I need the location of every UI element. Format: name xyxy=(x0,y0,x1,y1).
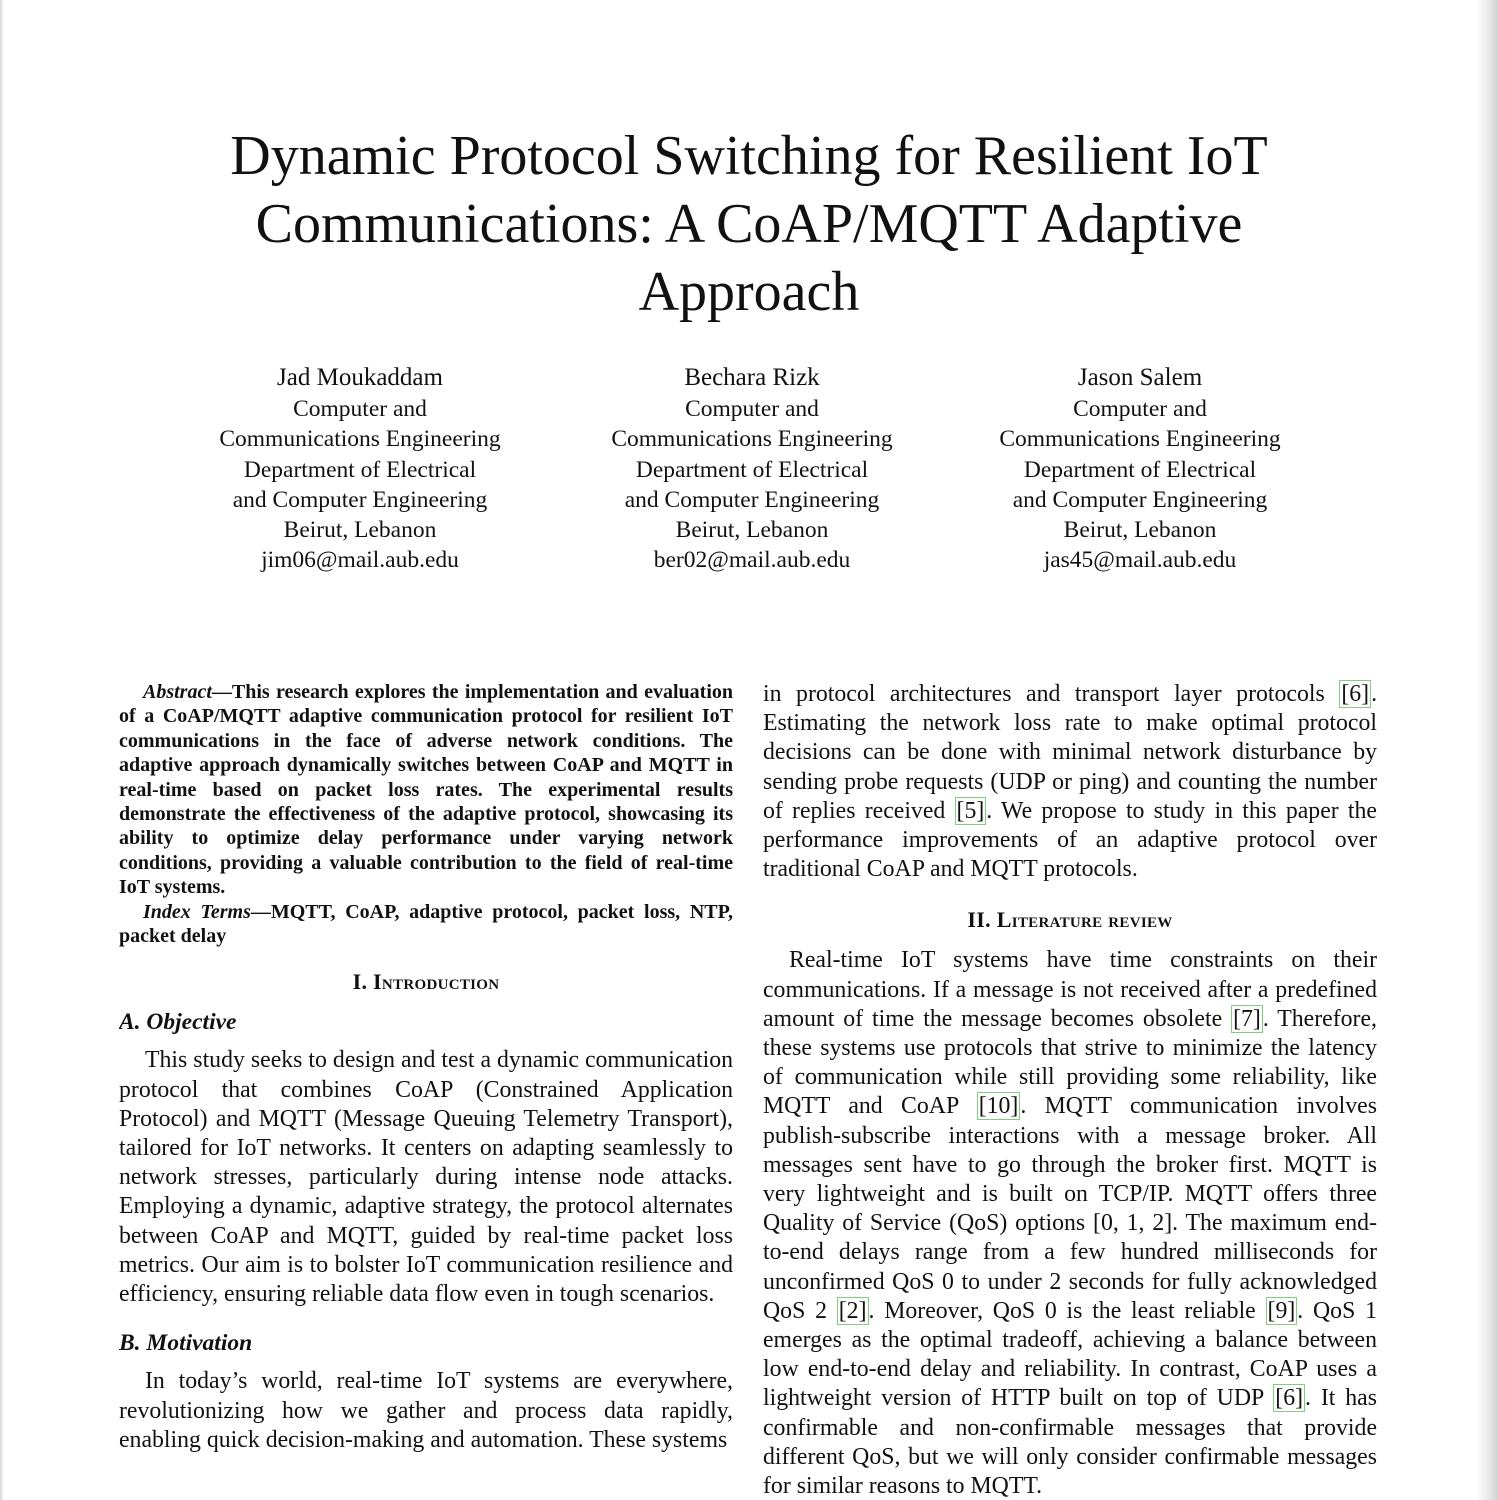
citation-link[interactable]: [10] xyxy=(978,1093,1019,1120)
paper-title xyxy=(150,122,1348,326)
section-heading-literature-review: II. Literature review xyxy=(967,907,1173,933)
affiliation-line: Department of Electrical xyxy=(243,456,477,483)
text-run: . Therefore, these systems use protocols that strive to minimize the latency of communication while still providing some reliability, like MQTT and CoAP xyxy=(763,1005,1377,1120)
text-run: . Moreover, QoS 0 is the least reliable xyxy=(868,1297,1256,1324)
author-email: jim06@mail.aub.edu xyxy=(261,547,459,574)
citation-link[interactable]: [2] xyxy=(838,1297,867,1324)
affiliation-line: and Computer Engineering xyxy=(624,486,880,513)
author-name: Bechara Rizk xyxy=(684,364,820,391)
author-email: ber02@mail.aub.edu xyxy=(653,547,851,574)
citation-link[interactable]: [7] xyxy=(1233,1005,1261,1032)
abstract-text: —This research explores the implementation and evaluation of a CoAP/MQTT adaptive communication protocol for resilient IoT communications in the face of adverse network conditions. The adaptive approach dynamically switches between CoAP and MQTT in real-time based on packet loss rates. The experimental results demonstrate the effectiveness of the adaptive protocol, showcasing its ability to optimize delay performance under varying network conditions, providing a valuable contribution to the field of real-time IoT systems. xyxy=(119,681,733,899)
citation-link[interactable]: [5] xyxy=(956,797,985,824)
affiliation-line: and Computer Engineering xyxy=(232,486,488,513)
text-run: . QoS 1 emerges as the optimal tradeoff, achieving a balance between low end-to-end delay and reliability. In contrast, CoAP uses a lightweight version of HTTP built on top of UDP xyxy=(763,1297,1377,1412)
text-run: . It has confirmable and non-confirmable messages that provide different QoS, but we will only consider confirmable messages for similar reasons to MQTT. xyxy=(763,1385,1377,1500)
affiliation-line: Communications Engineering xyxy=(219,426,501,453)
author-1 xyxy=(180,362,540,576)
index-terms-text: —MQTT, CoAP, adaptive protocol, packet loss, NTP, packet delay xyxy=(119,900,733,948)
affiliation-line: Computer and xyxy=(685,396,819,422)
citation-link[interactable]: [6] xyxy=(1341,681,1370,707)
title-line-2: Communications: A CoAP/MQTT Adaptive xyxy=(255,193,1243,255)
section-heading-introduction: I. Introduction xyxy=(352,969,500,995)
title-line-1: Dynamic Protocol Switching for Resilient IoT xyxy=(230,125,1268,187)
right-column xyxy=(763,680,1377,1500)
affiliation-line: Department of Electrical xyxy=(1023,456,1257,483)
intro-continued-paragraph xyxy=(763,680,1377,884)
author-name: Jad Moukaddam xyxy=(277,364,443,391)
affiliation-line: Beirut, Lebanon xyxy=(1063,517,1217,544)
author-3 xyxy=(960,362,1320,576)
author-email: jas45@mail.aub.edu xyxy=(1043,547,1237,574)
text-run: Real-time IoT systems have time constraints on their communications. If a message is not received after a predefined amount of time the message becomes obsolete xyxy=(763,947,1377,1032)
text-run: . We propose to study in this paper the performance improvements of an adaptive protocol over traditional CoAP and MQTT protocols. xyxy=(763,797,1377,883)
abstract xyxy=(119,680,733,900)
title-line-3: Approach xyxy=(638,261,860,323)
affiliation-line: Communications Engineering xyxy=(999,426,1281,453)
literature-paragraph xyxy=(763,946,1377,1500)
motivation-paragraph: In today’s world, real-time IoT systems are everywhere, revolutionizing how we gather and process data rapidly, enabling quick decision-making and automation. These systems xyxy=(119,1368,733,1453)
abstract-label: Abstract xyxy=(143,681,212,703)
author-2 xyxy=(572,362,932,576)
affiliation-line: Beirut, Lebanon xyxy=(675,517,829,544)
index-terms-label: Index Terms xyxy=(143,900,251,923)
affiliation-line: Computer and xyxy=(1073,396,1207,422)
affiliation-line: Computer and xyxy=(293,396,427,422)
text-run: . MQTT communication involves publish-subscribe interactions with a message broker. All messages sent have to go through the broker first. MQTT is very lightweight and is built on TCP/IP. MQTT offers three Quality of Service (QoS) options [0, 1, 2]. The maximum end-to-end delays range from a few hundred milliseconds for unconfirmed QoS 0 to under 2 seconds for fully acknowledged QoS 2 xyxy=(763,1093,1377,1324)
affiliation-line: and Computer Engineering xyxy=(1012,486,1268,513)
author-name: Jason Salem xyxy=(1077,364,1203,391)
affiliation-line: Communications Engineering xyxy=(611,426,893,453)
subsection-heading-motivation: B. Motivation xyxy=(119,1330,253,1357)
citation-link[interactable]: [6] xyxy=(1275,1385,1304,1412)
page-shadow-right xyxy=(1476,0,1498,1500)
author-block xyxy=(0,362,1498,582)
citation-link[interactable]: [9] xyxy=(1267,1297,1296,1324)
index-terms xyxy=(119,900,733,949)
affiliation-line: Beirut, Lebanon xyxy=(283,517,437,544)
page-shadow-left xyxy=(0,0,4,1500)
subsection-heading-objective: A. Objective xyxy=(119,1009,237,1036)
text-run: in protocol architectures and transport layer protocols xyxy=(763,681,1325,707)
affiliation-line: Department of Electrical xyxy=(635,456,869,483)
objective-paragraph: This study seeks to design and test a dynamic communication protocol that combines CoAP (Constrained Application Protocol) and MQTT (Message Queuing Telemetry Transport), tailored for IoT networks. It centers on adapting seamlessly to network stresses, particularly during intense node attacks. Employing a dynamic, adaptive strategy, the protocol alternates between CoAP and MQTT, guided by real-time packet loss metrics. Our aim is to bolster IoT communication resilience and efficiency, ensuring reliable data flow even in tough scenarios. xyxy=(119,1047,733,1308)
text-run: . Estimating the network loss rate to make optimal protocol decisions can be done with minimal network disturbance by sending probe requests (UDP or ping) and counting the number of replies received xyxy=(763,681,1377,824)
left-column xyxy=(119,680,733,1500)
